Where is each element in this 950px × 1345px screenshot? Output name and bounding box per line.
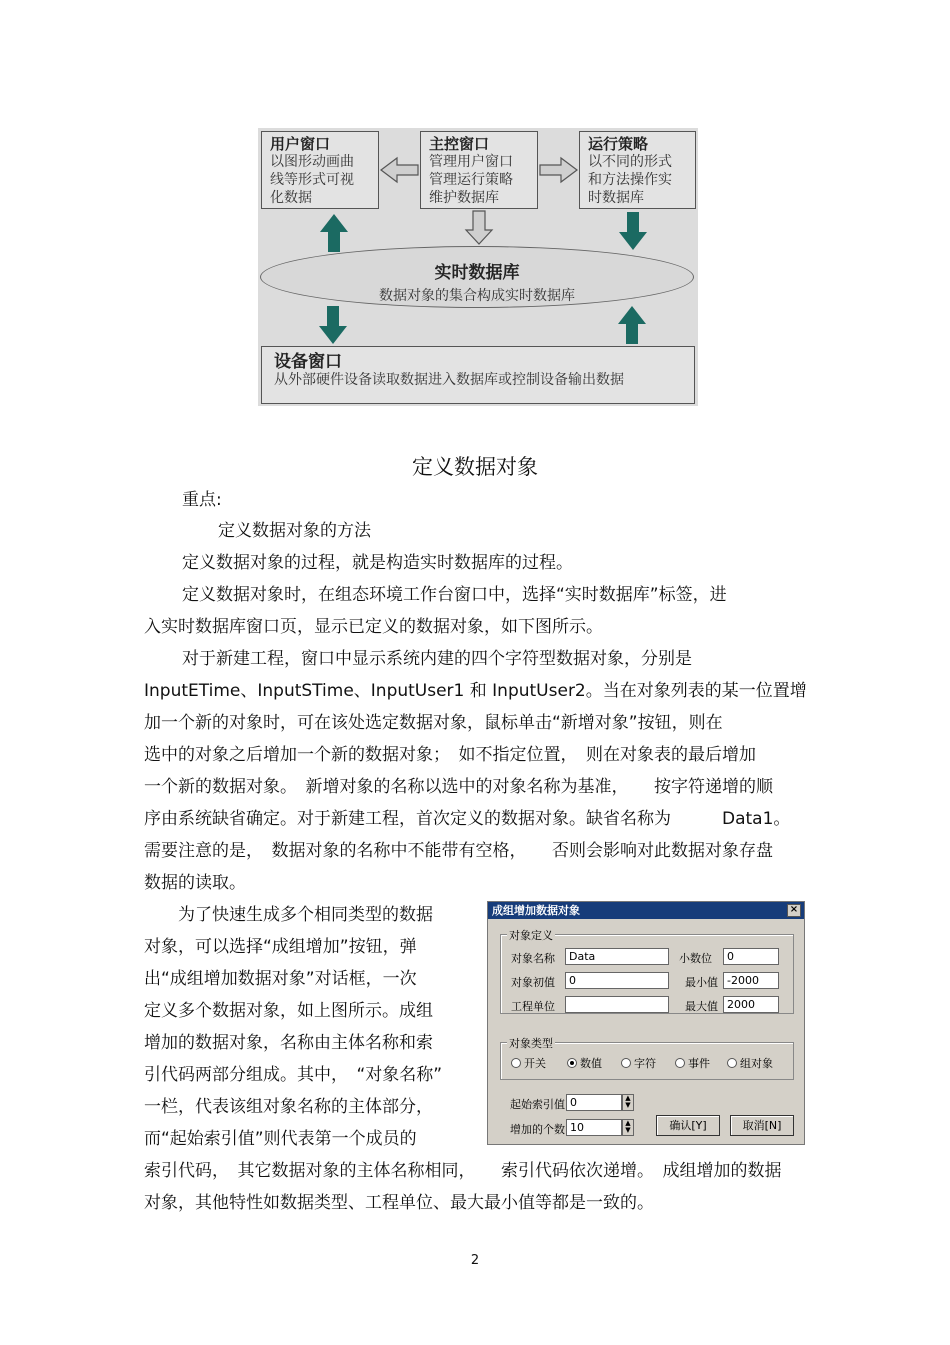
text-line: 需要注意的是， 数据对象的名称中不能带有空格， 否则会影响对此数据对象存盘 xyxy=(144,841,773,861)
radio-dot xyxy=(727,1058,737,1068)
type-radio-event[interactable] xyxy=(675,1055,710,1071)
radio-dot-selected xyxy=(567,1058,577,1068)
text-line: 重点: xyxy=(182,490,222,510)
type-string-label: 字符 xyxy=(634,1057,656,1070)
arrow-main-to-run xyxy=(540,158,577,182)
count-input[interactable]: 10 xyxy=(566,1119,622,1136)
main-window-title: 主控窗口 xyxy=(429,135,490,153)
max-label: 最大值 xyxy=(685,1000,718,1013)
text-line: 入实时数据库窗口页，显示已定义的数据对象，如下图所示。 xyxy=(144,617,603,637)
max-input[interactable]: 2000 xyxy=(723,996,779,1013)
device-window-box xyxy=(261,346,695,404)
text-line: 而“起始索引值”则代表第一个成员的 xyxy=(144,1129,417,1149)
decimals-input[interactable]: 0 xyxy=(723,948,779,965)
arrow-run-to-db xyxy=(619,212,647,250)
type-switch-label: 开关 xyxy=(524,1057,546,1070)
device-window-title: 设备窗口 xyxy=(274,352,342,372)
text-line: 定义数据对象时，在组态环境工作台窗口中，选择“实时数据库”标签，进 xyxy=(182,585,727,605)
count-spinner[interactable]: ▲ ▼ xyxy=(622,1119,634,1136)
text-line: 选中的对象之后增加一个新的数据对象； 如不指定位置， 则在对象表的最后增加 xyxy=(144,745,756,765)
count-label: 增加的个数 xyxy=(510,1123,565,1136)
realtime-db-title: 实时数据库 xyxy=(434,263,520,283)
text-line: 定义数据对象的过程，就是构造实时数据库的过程。 xyxy=(182,553,573,573)
type-radio-switch[interactable] xyxy=(511,1055,546,1071)
type-radio-group[interactable] xyxy=(727,1055,773,1071)
type-group-label: 组对象 xyxy=(740,1057,773,1070)
text-line: 对于新建工程，窗口中显示系统内建的四个字符型数据对象，分别是 xyxy=(182,649,692,669)
main-window-box xyxy=(420,131,538,209)
unit-label: 工程单位 xyxy=(511,1000,555,1013)
realtime-db-desc: 数据对象的集合构成实时数据库 xyxy=(379,288,575,304)
user-window-desc: 以图形动画曲 线等形式可视 化数据 xyxy=(270,154,354,206)
text-line: 一栏，代表该组对象名称的主体部分， xyxy=(144,1097,433,1117)
arrow-device-to-db xyxy=(618,306,646,344)
name-input[interactable]: Data xyxy=(565,948,669,965)
unit-input[interactable] xyxy=(565,996,669,1013)
arrow-main-to-db xyxy=(466,211,492,244)
text-line: 增加的数据对象，名称由主体名称和索 xyxy=(144,1033,433,1053)
text-line: InputETime、InputSTime、InputUser1 和 InputUser2。当在对象列表的某一位置增 xyxy=(144,681,807,701)
text-line: 索引代码， 其它数据对象的主体名称相同， 索引代码依次递增。 成组增加的数据 xyxy=(144,1161,782,1181)
text-line: 序由系统缺省确定。对于新建工程，首次定义的数据对象。缺省名称为 Data1。 xyxy=(144,809,791,829)
object-type-legend: 对象类型 xyxy=(509,1037,553,1050)
init-input[interactable]: 0 xyxy=(565,972,669,989)
name-label: 对象名称 xyxy=(511,952,555,965)
group-add-dialog xyxy=(487,901,805,1145)
device-window-desc: 从外部硬件设备读取数据进入数据库或控制设备输出数据 xyxy=(274,372,624,388)
text-line: 定义数据对象的方法 xyxy=(218,521,371,541)
text-line: 出“成组增加数据对象”对话框，一次 xyxy=(144,969,417,989)
text-line: 数据的读取。 xyxy=(144,873,246,893)
start-index-spinner[interactable]: ▲ ▼ xyxy=(622,1094,634,1111)
object-definition-legend: 对象定义 xyxy=(509,929,553,942)
type-event-label: 事件 xyxy=(688,1057,710,1070)
architecture-diagram xyxy=(258,128,698,406)
run-strategy-title: 运行策略 xyxy=(588,135,649,153)
run-strategy-box xyxy=(579,131,696,209)
close-button[interactable]: × xyxy=(787,904,801,917)
object-type-group xyxy=(500,1037,794,1080)
init-label: 对象初值 xyxy=(511,976,555,989)
text-line: 加一个新的对象时，可在该处选定数据对象，鼠标单击“新增对象”按钮，则在 xyxy=(144,713,723,733)
cancel-button[interactable]: 取消[N] xyxy=(730,1115,794,1136)
text-line: 定义多个数据对象，如上图所示。成组 xyxy=(144,1001,433,1021)
radio-dot xyxy=(675,1058,685,1068)
arrow-main-to-user xyxy=(381,158,418,182)
min-input[interactable]: -2000 xyxy=(723,972,779,989)
radio-dot xyxy=(621,1058,631,1068)
type-radio-number[interactable] xyxy=(567,1055,602,1071)
dialog-title: 成组增加数据对象 xyxy=(492,904,580,917)
main-window-desc: 管理用户窗口 管理运行策略 维护数据库 xyxy=(429,154,513,206)
run-strategy-desc: 以不同的形式 和方法操作实 时数据库 xyxy=(588,154,672,206)
type-radio-string[interactable] xyxy=(621,1055,656,1071)
realtime-db-ellipse xyxy=(260,246,694,308)
user-window-title: 用户窗口 xyxy=(270,135,331,153)
decimals-label: 小数位 xyxy=(679,952,712,965)
text-line: 为了快速生成多个相同类型的数据 xyxy=(178,905,433,925)
min-label: 最小值 xyxy=(685,976,718,989)
page-number: 2 xyxy=(470,1253,480,1268)
arrow-db-to-device xyxy=(319,306,347,344)
user-window-box xyxy=(261,131,379,209)
start-index-label: 起始索引值 xyxy=(510,1098,565,1111)
confirm-button[interactable]: 确认[Y] xyxy=(656,1115,720,1136)
object-definition-group xyxy=(500,929,794,1014)
text-line: 一个新的数据对象。 新增对象的名称以选中的对象名称为基准， 按字符递增的顺 xyxy=(144,777,773,797)
text-line: 对象，其他特性如数据类型、工程单位、最大最小值等都是一致的。 xyxy=(144,1193,654,1213)
dialog-titlebar xyxy=(488,902,804,919)
text-line: 引代码两部分组成。其中， “对象名称” xyxy=(144,1065,443,1085)
start-index-input[interactable]: 0 xyxy=(566,1094,622,1111)
text-line: 对象，可以选择“成组增加”按钮，弹 xyxy=(144,937,417,957)
type-number-label: 数值 xyxy=(580,1057,602,1070)
radio-dot xyxy=(511,1058,521,1068)
section-title: 定义数据对象 xyxy=(412,455,538,479)
arrow-db-to-user xyxy=(320,214,348,252)
